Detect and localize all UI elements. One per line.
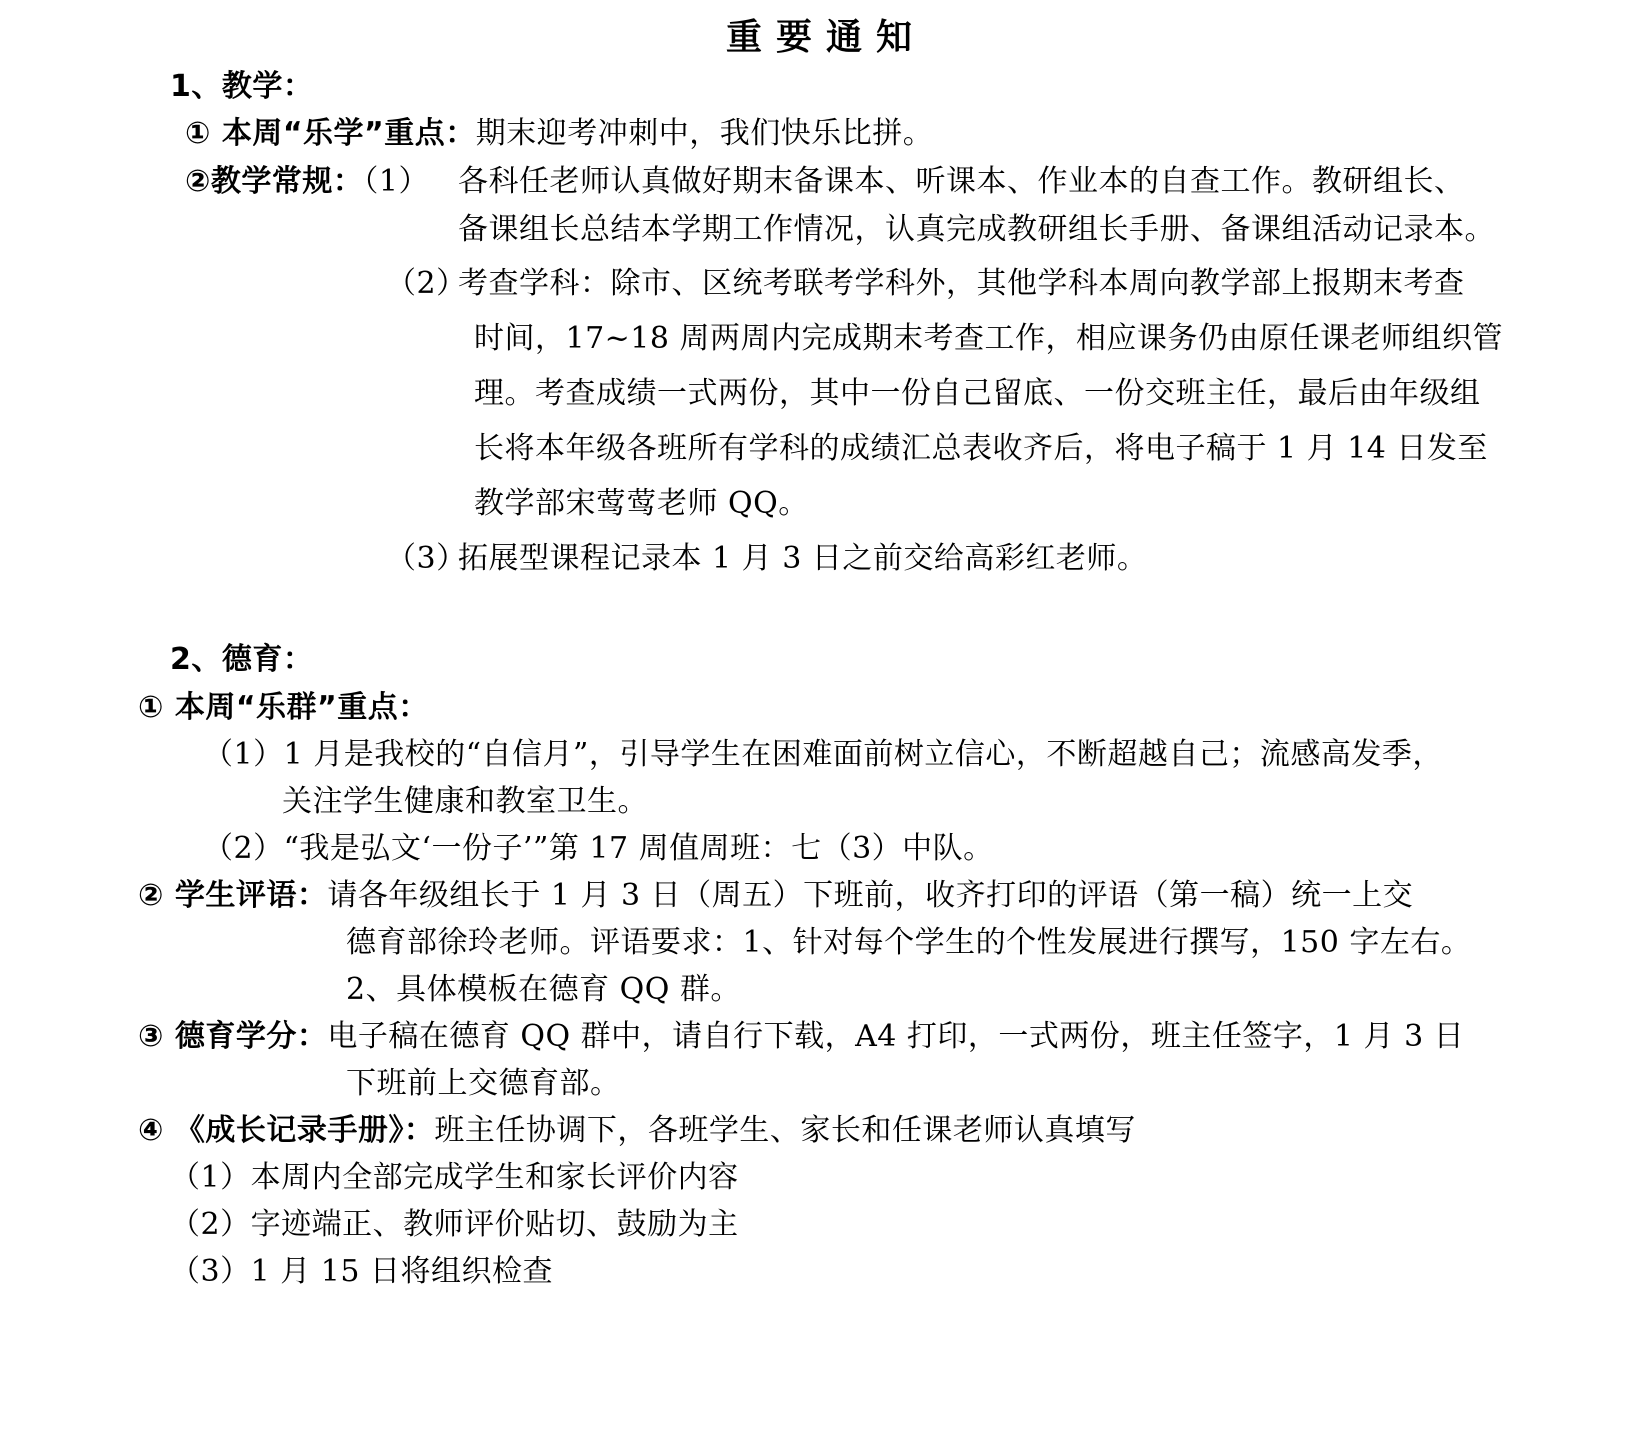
- routine-item2-line3: 理。考查成绩一式两份，其中一份自己留底、一份交班主任，最后由年级组: [474, 376, 1481, 411]
- routine-item2-line5: 教学部宋莺莺老师 QQ。: [474, 486, 809, 521]
- growth-handbook: [138, 1111, 1136, 1151]
- teaching-focus-text: 期末迎考冲刺中，我们快乐比拼。: [475, 116, 934, 151]
- routine-item1-line1: 各科任老师认真做好期末备课本、听课本、作业本的自查工作。教研组长、: [458, 164, 1465, 199]
- moral-focus-item2: （2）“我是弘文‘一份子’”第 17 周值周班：七（3）中队。: [203, 831, 994, 866]
- moral-credits-line1: 电子稿在德育 QQ 群中，请自行下载，A4 打印，一式两份，班主任签字，1 月 3 日: [327, 1019, 1465, 1054]
- section-heading-moral: 2、德育：: [170, 642, 314, 677]
- section-heading-teaching: 1、教学：: [170, 69, 314, 104]
- moral-focus-item1-line2: 关注学生健康和教室卫生。: [282, 784, 648, 819]
- moral-credits-line2: 下班前上交德育部。: [346, 1066, 621, 1101]
- student-comments: [138, 876, 1413, 916]
- teaching-focus-label: ① 本周“乐学”重点：: [185, 116, 476, 151]
- teaching-routine: [185, 162, 429, 202]
- student-comments-line2: 德育部徐玲老师。评语要求：1、针对每个学生的个性发展进行撰写，150 字左右。: [346, 925, 1472, 960]
- student-comments-label: ② 学生评语：: [138, 878, 328, 913]
- routine-item2-line1: 考查学科：除市、区统考联考学科外，其他学科本周向教学部上报期末考查: [458, 266, 1465, 301]
- page-title: 重要通知: [725, 17, 926, 58]
- moral-credits: [138, 1017, 1464, 1057]
- growth-handbook-item3: （3）1 月 15 日将组织检查: [170, 1254, 553, 1289]
- routine-item1-line2: 备课组长总结本学期工作情况，认真完成教研组长手册、备课组活动记录本。: [458, 212, 1495, 247]
- routine-item1-marker: （1）: [363, 164, 429, 199]
- growth-handbook-item1: （1）本周内全部完成学生和家长评价内容: [170, 1160, 739, 1195]
- moral-credits-label: ③ 德育学分：: [138, 1019, 328, 1054]
- teaching-routine-label: ②教学常规：: [185, 164, 364, 199]
- teaching-focus: [185, 114, 933, 154]
- moral-focus-label: ① 本周“乐群”重点：: [138, 690, 429, 725]
- routine-item3-marker: （3）: [386, 541, 467, 576]
- growth-handbook-text: 班主任协调下，各班学生、家长和任课老师认真填写: [434, 1113, 1136, 1148]
- routine-item3-text: 拓展型课程记录本 1 月 3 日之前交给高彩红老师。: [458, 541, 1148, 576]
- routine-item2-marker: （2）: [386, 266, 467, 301]
- routine-item2-line2: 时间，17~18 周两周内完成期末考查工作，相应课务仍由原任课老师组织管: [474, 321, 1504, 356]
- moral-focus-item1-line1: （1）1 月是我校的“自信月”，引导学生在困难面前树立信心，不断超越自己；流感高发季，: [203, 737, 1443, 772]
- student-comments-line1: 请各年级组长于 1 月 3 日（周五）下班前，收齐打印的评语（第一稿）统一上交: [327, 878, 1414, 913]
- growth-handbook-label: ④ 《成长记录手册》：: [138, 1113, 435, 1148]
- routine-item2-line4: 长将本年级各班所有学科的成绩汇总表收齐后，将电子稿于 1 月 14 日发至: [474, 431, 1488, 466]
- growth-handbook-item2: （2）字迹端正、教师评价贴切、鼓励为主: [170, 1207, 739, 1242]
- student-comments-line3: 2、具体模板在德育 QQ 群。: [346, 972, 741, 1007]
